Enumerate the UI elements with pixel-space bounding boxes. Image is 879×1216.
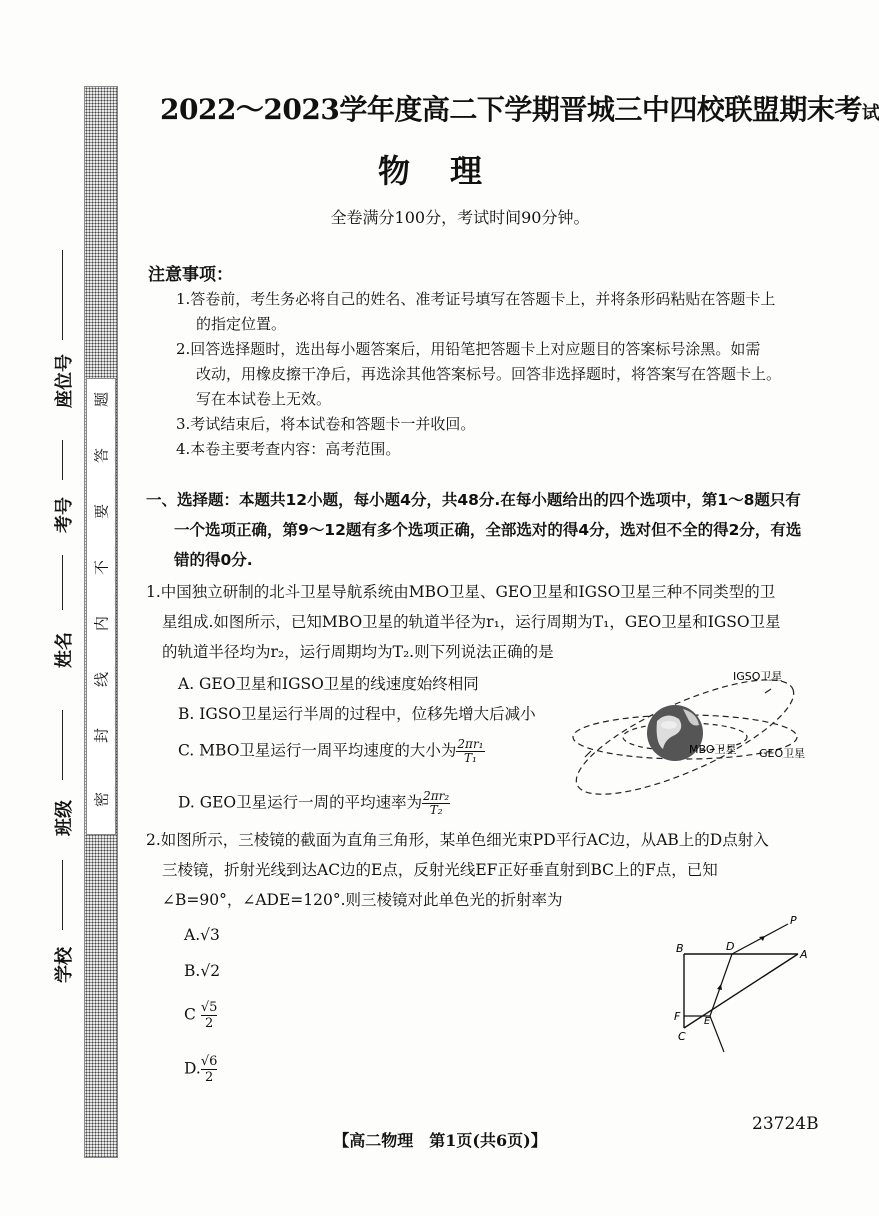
notice-line: 的指定位置。 — [196, 315, 287, 333]
q2-option-b: B.√2 — [184, 962, 221, 980]
geo-label: GEO卫星 — [759, 747, 806, 760]
class-field[interactable]: 班级 — [52, 710, 74, 850]
subject-title: 物理 — [377, 152, 522, 190]
q2-option-c: C $\frac{√5}{2}$ — [184, 1000, 218, 1031]
q1-option-c: C. MBO卫星运行一周平均速度的大小为 $\frac{\text{2πr₁}}{\text{T₁}}$ — [178, 737, 484, 765]
section-header: 一个选项正确，第9～12题有多个选项正确，全部选对的得4分，选对但不全的得2分，有选 — [174, 521, 802, 539]
page-footer: 【高二物理 第1页(共6页)】 — [333, 1131, 547, 1150]
label-b: B — [676, 942, 684, 955]
seal-char: 线 — [92, 672, 111, 688]
q2-stem: 三棱镜，折射光线到达AC边的E点，反射光线EF正好垂直射到BC上的F点，已知 — [162, 861, 718, 879]
seal-char: 答 — [92, 448, 111, 464]
q2-stem: ∠B=90°，∠ADE=120°.则三棱镜对此单色光的折射率为 — [162, 891, 563, 909]
label-d: D — [726, 940, 735, 953]
label-e: E — [704, 1016, 711, 1027]
section-header: 错的得0分. — [174, 551, 253, 569]
label-a: A — [800, 948, 808, 961]
exit-ray — [710, 1016, 724, 1052]
q2-prism-figure — [670, 912, 820, 1057]
q1-option-d: D. GEO卫星运行一周的平均速率为 $\frac{\text{2πr₂}}{\text{T₂}}$ — [178, 789, 450, 817]
seal-char: 题 — [92, 392, 111, 408]
q1-option-a: A. GEO卫星和IGSO卫星的线速度始终相同 — [178, 675, 479, 693]
label-p: P — [790, 914, 797, 927]
q2-option-d: D. $\frac{√6}{2}$ — [184, 1054, 218, 1085]
label-f: F — [674, 1010, 681, 1023]
edge-ca — [684, 954, 798, 1028]
mbo-label: MBO卫星 — [689, 743, 737, 756]
igso-label: IGSO卫星 — [733, 670, 783, 683]
q1-stem: 1.中国独立研制的北斗卫星导航系统由MBO卫星、GEO卫星和IGSO卫星三种不同类型的卫 — [146, 583, 776, 601]
q1-stem: 的轨道半径均为r₂，运行周期均为T₂.则下列说法正确的是 — [162, 643, 554, 661]
exam-number-field[interactable]: 考号 — [52, 440, 74, 540]
seat-number-field[interactable]: 座位号 — [52, 250, 74, 440]
incident-ray — [732, 924, 788, 954]
notice-line: 改动，用橡皮擦干净后，再选涂其他答案标号。回答非选择题时，将答案写在答题卡上。 — [196, 365, 782, 383]
notice-line: 1.答卷前，考生务必将自己的姓名、准考证号填写在答题卡上，并将条形码粘贴在答题卡上 — [176, 290, 776, 308]
q2-stem: 2.如图所示，三棱镜的截面为直角三角形，某单色细光束PD平行AC边，从AB上的D点射入 — [146, 831, 769, 849]
notice-line: 2.回答选择题时，选出每小题答案后，用铅笔把答题卡上对应题目的答案标号涂黑。如需 — [176, 340, 761, 358]
seal-char: 不 — [92, 560, 111, 576]
label-c: C — [678, 1030, 686, 1043]
name-field[interactable]: 姓名 — [52, 555, 74, 705]
q1-stem: 星组成.如图所示，已知MBO卫星的轨道半径为r₁，运行周期为T₁，GEO卫星和IGSO卫星 — [162, 613, 781, 631]
notice-line: 4.本卷主要考查内容：高考范围。 — [176, 440, 401, 458]
seal-char: 封 — [92, 728, 111, 744]
notice-line: 写在本试卷上无效。 — [196, 390, 332, 408]
q1-option-b: B. IGSO卫星运行半周的过程中，位移先增大后减小 — [178, 705, 536, 723]
q2-option-a: A.√3 — [184, 926, 220, 944]
exam-title — [160, 88, 879, 128]
exam-title-tail: 试 — [861, 103, 879, 124]
notice-heading: 注意事项： — [148, 265, 233, 285]
q1-orbit-figure — [565, 665, 815, 805]
seal-char: 密 — [92, 792, 111, 808]
school-field[interactable]: 学校 — [52, 860, 74, 980]
notice-line: 3.考试结束后，将本试卷和答题卡一并收回。 — [176, 415, 476, 433]
seal-line-box — [86, 378, 116, 835]
exam-title-main: 2022～2023学年度高二下学期晋城三中四校联盟期末考 — [160, 93, 862, 126]
section-header: 一、选择题：本题共12小题，每小题4分，共48分.在每小题给出的四个选项中，第1～8题只有 — [146, 491, 801, 509]
score-info: 全卷满分100分，考试时间90分钟。 — [330, 208, 590, 227]
document-code: 23724B — [752, 1114, 819, 1134]
seal-char: 内 — [92, 616, 111, 632]
seal-char: 要 — [92, 504, 111, 520]
